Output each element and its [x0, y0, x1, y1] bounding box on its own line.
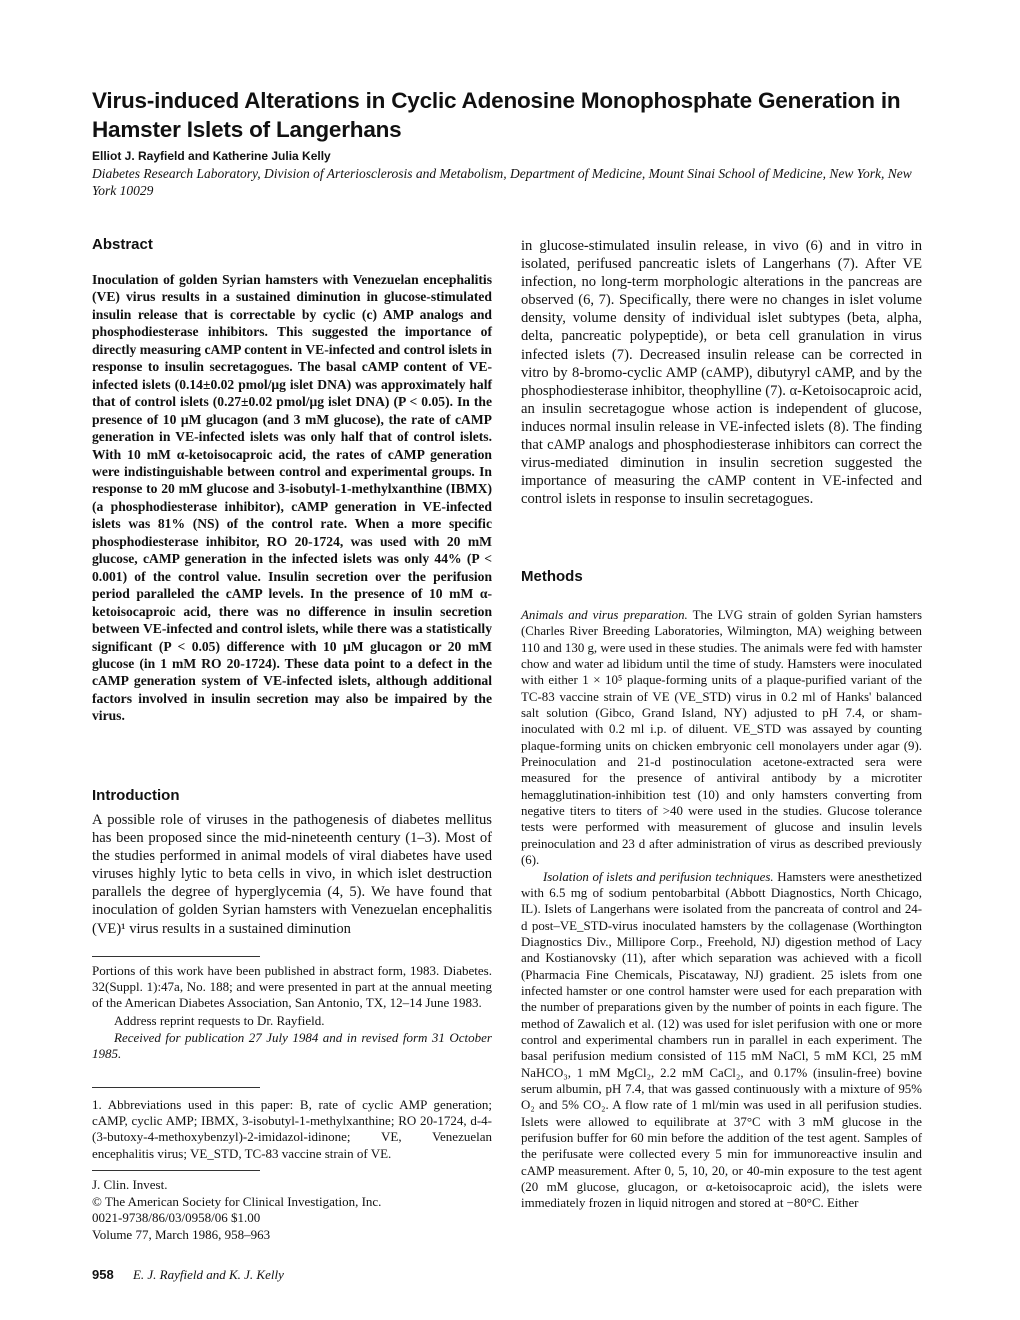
introduction-text: A possible role of viruses in the pathogenesis of diabetes mellitus has been proposed since the mid-nineteenth century (1–3). Most of the studies performed in animal models of viral diabetes have used viruses highly lytic to beta cells in vivo, in which islet destruction parallels the degree of hyperglycemia (4, 5). We have found that inoculation of golden Syrian hamsters with Venezuelan encephalitis (VE)¹ virus results in a sustained diminution [92, 812, 492, 937]
page-number: 958 [92, 1267, 114, 1282]
volume-line: Volume 77, March 1986, 958–963 [92, 1226, 271, 1242]
running-head: E. J. Rayfield and K. J. Kelly [132, 1267, 284, 1282]
abstract-section [92, 271, 492, 725]
methods-paragraph-animals [521, 607, 922, 869]
author-list: Elliot J. Rayfield and Katherine Julia Kelly [92, 149, 331, 163]
methods-animals-text: The LVG strain of golden Syrian hamsters (Charles River Breeding Laboratories, Wilmington, MA) weighing between 110 and 130 g, were used in these studies. The animals were fed with hamster chow and water ad libidum until the time of study. Hamsters were inoculated with either 1 × 10⁵ plaque-forming units of a plaque-purified variant of the TC-83 vaccine strain of VE (VE_STD) virus in 0.2 ml of Hanks' balanced salt solution (Gibco, Grand Island, NY) adjusted to pH 7.4, or sham-inoculated with 0.2 ml i.p. of diluent. VE_STD was assayed by counting plaque-forming units on chicken embryonic cell monolayers under agar (9). Preinoculation and 21-d postinoculation acetone-extracted sera were measured for the presence of antiviral antibody by a microtiter hemagglutination-inhibition test (10) and only hamsters converting from negative titers to titers of >40 were used in the studies. Glucose tolerance tests were performed with measurement of glucose and insulin levels preinoculation and 23 d after administration of virus as described previously (6). [521, 608, 922, 868]
introduction-heading: Introduction [92, 787, 180, 804]
abstract-text: Inoculation of golden Syrian hamsters with Venezuelan encephalitis (VE) virus results in a sustained diminution in glucose-stimulated insulin release that is correctable by cyclic (c) AMP analogs and phosphodiesterase inhibitors. This suggested the importance of directly measuring cAMP content in VE-infected and control islets in response to insulin secretagogues. The basal cAMP content of VE-infected islets (0.14±0.02 pmol/μg islet DNA) was approximately half that of control islets (0.27±0.02 pmol/μg islet DNA) (P < 0.05). In the presence of 10 μM glucagon (and 3 mM glucose), the rate of cAMP generation in VE-infected islets was only half that of control islets. With 10 mM α-ketoisocaproic acid, the rates of cAMP generation were indistinguishable between control and experimental groups. In response to 20 mM glucose and 3-isobutyl-1-methylxanthine (IBMX) (a phosphodiesterase inhibitor), cAMP generation in VE-infected islets was 81% (NS) of the control rate. When a more specific phosphodiesterase inhibitor, RO 20-1724, was used with 20 mM glucose, cAMP generation in the infected islets was only 44% (P < 0.001) of the control value. Insulin secretion over the perifusion period paralleled the cAMP levels. In the presence of 10 mM α-ketoisocaproic acid, there was no difference in insulin secretion between VE-infected and control islets, while there was a statistically significant (P < 0.05) difference with 10 μM glucagon or 20 mM glucose (in 1 mM RO 20-1724). These data point to a defect in the cAMP generation system of VE-infected islets, although additional factors involved in insulin secretion may also be impaired by the virus. [92, 272, 492, 724]
introduction-continuation [521, 237, 922, 508]
footnote-received: Received for publication 27 July 1984 and in revised form 31 October 1985. [92, 1029, 492, 1062]
footnote-reprints: Address reprint requests to Dr. Rayfield. [114, 1012, 325, 1028]
article-title: Virus-induced Alterations in Cyclic Adenosine Monophosphate Generation in Hamster Islets of Langerhans [92, 88, 901, 142]
methods-heading: Methods [521, 568, 583, 585]
author-affiliation: Diabetes Research Laboratory, Division of Arteriosclerosis and Metabolism, Department of Medicine, Mount Sinai School of Medicine, New York, New York 10029 [92, 166, 912, 198]
copyright-line: © The American Society for Clinical Investigation, Inc. [92, 1193, 382, 1209]
methods-paragraph-isolation [521, 869, 922, 1212]
footnotes [92, 963, 492, 1063]
page-footer [92, 1267, 284, 1283]
issn-line: 0021-9738/86/03/0958/06 $1.00 [92, 1210, 261, 1225]
publication-rule [92, 1170, 260, 1171]
abbreviations-rule [92, 1087, 260, 1088]
abbreviations-footnote: 1. Abbreviations used in this paper: B, rate of cyclic AMP generation; cAMP, cyclic AMP; IBMX, 3-isobutyl-1-methylxanthine; RO 20-1724, d-4-(3-butoxy-4-methoxybenzyl)-2-imidazol-idinone; VE, Venezuelan encephalitis virus; VE_STD, TC-83 vaccine strain of VE. [92, 1097, 492, 1161]
footnote-rule [92, 956, 260, 957]
publication-info [92, 1177, 492, 1243]
footnote-presentation: Portions of this work have been published in abstract form, 1983. Diabetes. 32(Suppl. 1):47a, No. 188; and were presented in part at the annual meeting of the American Diabetes Association, San Antonio, TX, 12–14 June 1983. [92, 963, 492, 1011]
methods-isolation-text: Hamsters were anesthetized with 6.5 mg of sodium pentobarbital (Abbott Diagnostics, North Chicago, IL). Islets of Langerhans were isolated from the pancreata of control and 24-d post–VE_STD-virus inoculated hamsters by the collagenase (Worthington Diagnostics Div., Millipore Corp., Freehold, NJ) digestion method of Lacy and Kostianovsky (11), after which separation was achieved with a ficoll (Pharmacia Fine Chemicals, Piscataway, NJ) gradient. 25 islets from one infected hamster or one control hamster were used for each preparation with the number of preparations given by the number of points in each figure. The method of Zawalich et al. (12) was used for islet perifusion with one or more control and experimental chambers run in parallel in each experiment. The basal perifusion medium consisted of 115 mM NaCl, 5 mM KCl, 25 mM NaHCO₃, 1 mM MgCl₂, 2.2 mM CaCl₂, and 0.17% (insulin-free) bovine serum albumin, pH 7.4, that was gassed continuously with a mixture of 95% O₂ and 5% CO₂. A flow rate of 1 ml/min was used in all perifusion studies. Islets were allowed to equilibrate at 37°C with 3 mM glucose in the perifusion buffer for 60 min before the addition of the test agent. Samples of the perifusate were collected every 5 min for immunoreactive insulin and cAMP measurement. After 0, 5, 10, 20, or 40-min exposure to the test agent (20 mM glucose, glucagon, or α-ketoisocaproic acid), the islets were immediately frozen in liquid nitrogen and stored at −80°C. Either [521, 869, 923, 1211]
abstract-heading: Abstract [92, 236, 153, 253]
introduction-section [92, 811, 492, 938]
methods-section [521, 607, 922, 1212]
methods-animals-title: Animals and virus preparation. [521, 608, 688, 622]
introduction-continuation-text: in glucose-stimulated insulin release, in vivo (6) and in vitro in isolated, perifused pancreatic islets of Langerhans (7). After VE infection, no long-term morphologic alterations in the pancreas are observed (6, 7). Specifically, there were no changes in islet volume density, volume density of individual islet subtypes (beta, alpha, delta, pancreatic polypeptide), or beta cell granulation in virus infected islets (7). Decreased insulin release can be corrected in vitro by 8-bromo-cyclic AMP (cAMP), dibutyryl cAMP, and by the phosphodiesterase inhibitor, theophylline (7). α-Ketoisocaproic acid, an insulin secretagogue whose action is independent of glucose, induces normal insulin release in VE-infected islets (8). The finding that cAMP analogs and phosphodiesterase inhibitors can correct the virus-mediated diminution in insulin secretion suggested the importance of measuring the cAMP content in VE-infected and control islets in response to insulin secretagogues. [521, 238, 922, 508]
journal-name: J. Clin. Invest. [92, 1177, 168, 1192]
methods-isolation-title: Isolation of islets and perifusion techniques. [543, 869, 774, 884]
